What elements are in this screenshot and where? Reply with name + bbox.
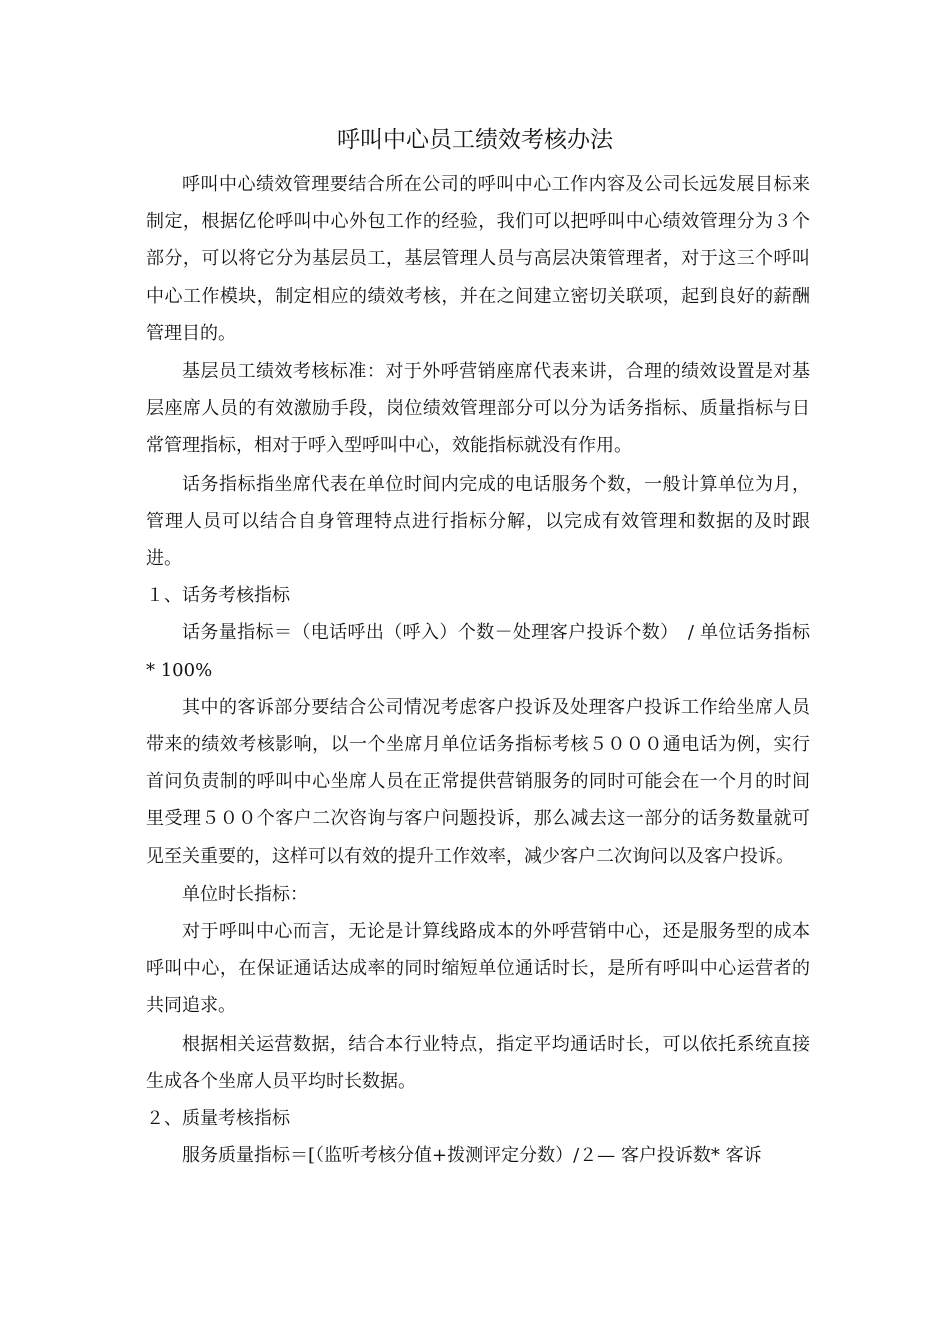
paragraph-unit-duration: 对于呼叫中心而言，无论是计算线路成本的外呼营销中心，还是服务型的成本呼叫中心，在保证通话达成率的同时缩短单位通话时长，是所有呼叫中心运营者的共同追求。	[146, 921, 810, 1017]
paragraph-traffic-definition: 话务指标指坐席代表在单位时间内完成的电话服务个数，一般计算单位为月，管理人员可以结合自身管理特点进行指标分解，以完成有效管理和数据的及时跟进。	[146, 473, 810, 570]
paragraph-unit-duration-label: 单位时长指标：	[182, 883, 308, 905]
document-title: 呼叫中心员工绩效考核办法	[337, 127, 613, 153]
paragraph-average-duration: 根据相关运营数据，结合本行业特点，指定平均通话时长，可以依托系统直接生成各个坐席人员平均时长数据。	[146, 1033, 810, 1092]
section-heading-quality: ２、质量考核指标	[146, 1108, 290, 1130]
paragraph-quality-formula: 服务质量指标＝[（监听考核分值+拨测评定分数）/２— 客户投诉数* 客诉	[182, 1145, 762, 1167]
paragraph-frontline-standard: 基层员工绩效考核标准：对于外呼营销座席代表来讲，合理的绩效设置是对基层座席人员的有效激励手段，岗位绩效管理部分可以分为话务指标、质量指标与日常管理指标，相对于呼入型呼叫中心，效能指标就没有作用。	[146, 361, 810, 457]
paragraph-complaint-impact: 其中的客诉部分要结合公司情况考虑客户投诉及处理客户投诉工作给坐席人员带来的绩效考核影响，以一个坐席月单位话务指标考核５０００通电话为例，实行首问负责制的呼叫中心坐席人员在正常提供营销服务的同时可能会在一个月的时间里受理５００个客户二次咨询与客户问题投诉，那么减去这一部分的话务数量就可见至关重要的，这样可以有效的提升工作效率，减少客户二次询问以及客户投诉。	[146, 696, 810, 867]
document-body	[146, 166, 810, 1174]
paragraph-intro: 呼叫中心绩效管理要结合所在公司的呼叫中心工作内容及公司长远发展目标来制定，根据亿伦呼叫中心外包工作的经验，我们可以把呼叫中心绩效管理分为３个部分，可以将它分为基层员工，基层管理人员与高层决策管理者，对于这三个呼叫中心工作模块，制定相应的绩效考核，并在之间建立密切关联项，起到良好的薪酬管理目的。	[146, 174, 810, 344]
paragraph-traffic-formula: 话务量指标＝（电话呼出（呼入）个数－处理客户投诉个数） / 单位话务指标 * 100%	[146, 622, 810, 681]
section-heading-traffic: １、话务考核指标	[146, 585, 290, 607]
